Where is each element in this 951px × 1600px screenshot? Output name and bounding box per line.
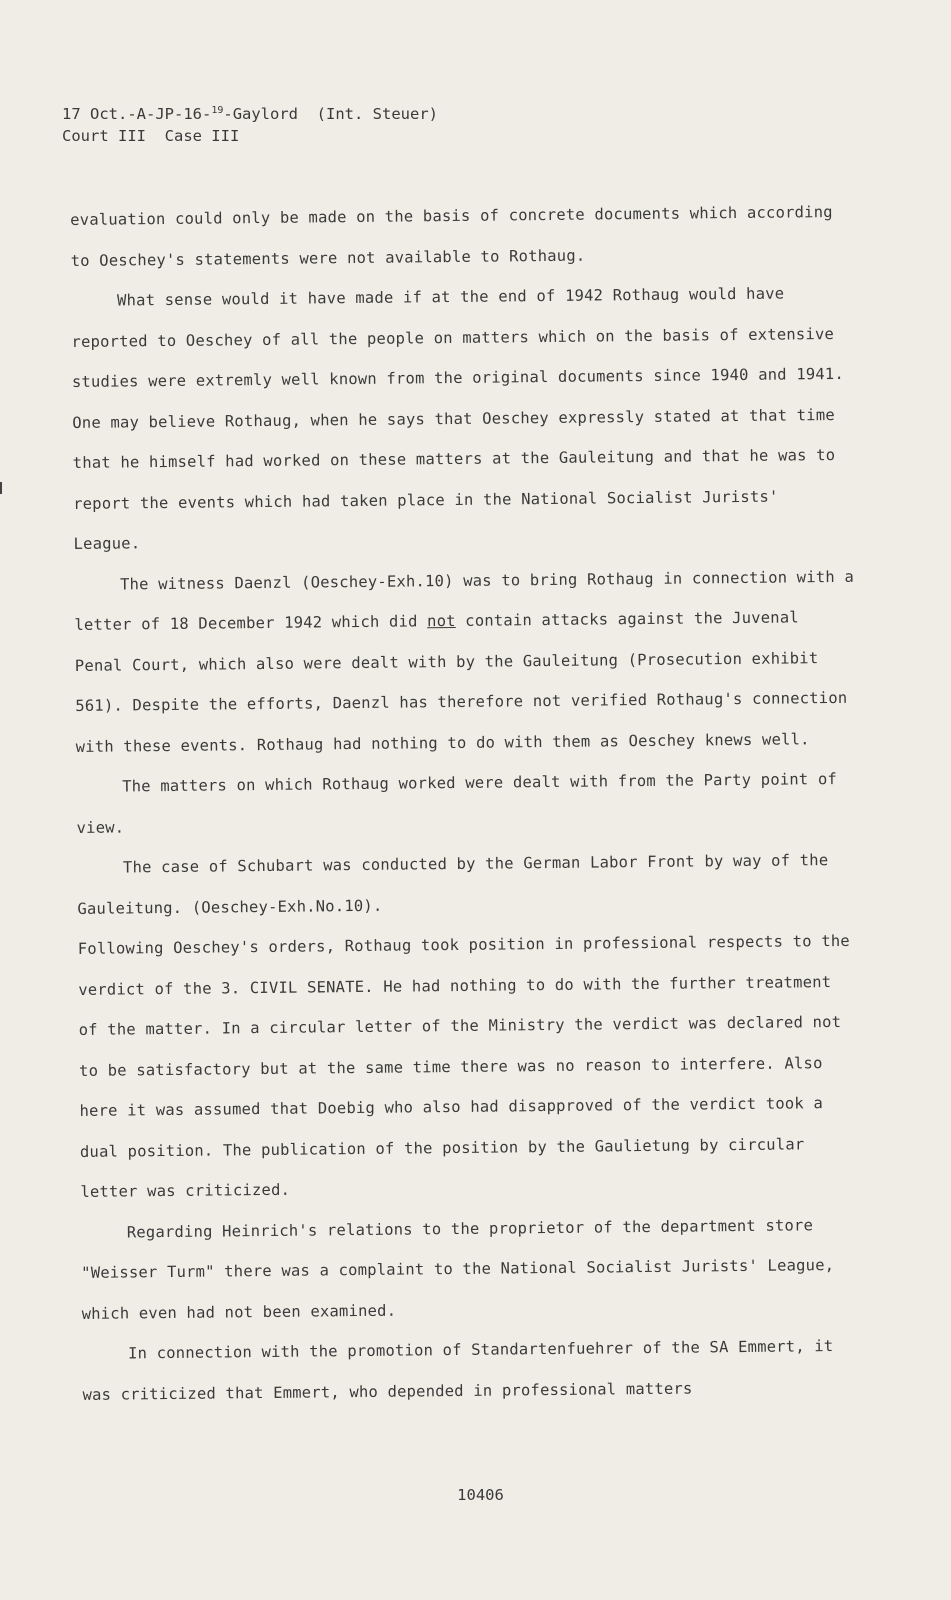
paragraph-7: Regarding Heinrich's relations to the proprietor of the department store "Weisser Turm" there was a complaint to the National Socialist Jurists' League, which even had not been examined.	[81, 1215, 835, 1323]
header-reference: 17 Oct.-A-JP-16-$^{19}$-Gaylord (Int. Steuer)	[62, 105, 438, 124]
document-header	[62, 100, 438, 147]
paragraph-1: evaluation could only be made on the basis of concrete documents which according to Oeschey's statements were not available to Rothaug.	[70, 203, 833, 270]
margin-mark	[0, 482, 2, 494]
page-number: 10406	[457, 1486, 504, 1504]
paragraph-4: The matters on which Rothaug worked were dealt with from the Party point of view.	[76, 770, 838, 837]
paragraph-8: In connection with the promotion of Standartenfuehrer of the SA Emmert, it was criticized that Emmert, who depended in professional matters	[82, 1337, 834, 1404]
header-court-case: Court III Case III	[62, 127, 240, 146]
underlined-word: not	[427, 611, 456, 631]
paragraph-6: Following Oeschey's orders, Rothaug took position in professional respects to the verdict of the 3. CIVIL SENATE. He had nothing to do with the further treatment of the matter. In a circular letter of the Ministry the verdict was declared not to be satisfactory but at the same time there was no reason to interfere. Also here it was assumed that Doebig who also had disapproved of the verdict took a dual position. The publication of the position by the Gaulietung by circular letter was criticized.	[77, 931, 850, 1201]
paragraph-5: The case of Schubart was conducted by the German Labor Front by way of the Gauleitung. (Oeschey-Exh.No.10).	[77, 851, 829, 918]
paragraph-3: The witness Daenzl (Oeschey-Exh.10) was to bring Rothaug in connection with a letter of 18 December 1942 which did not contain attacks against the Juvenal Penal Court, which also were dealt with by the Gauleitung (Prosecution exhibit 561). Despite the efforts, Daenzl has therefore not verified Rothaug's connection with these events. Rothaug had nothing to do with them as Oeschey knews well.	[74, 567, 855, 756]
paragraph-2: What sense would it have made if at the end of 1942 Rothaug would have reported to Oeschey of all the people on matters which on the basis of extensive studies were extremly well known from the original documents since 1940 and 1941. One may believe Rothaug, when he says that Oeschey expressly stated at that time that he himself had worked on these matters at the Gauleitung and that he was to report the events which had taken place in the National Socialist Jurists' League.	[71, 284, 845, 553]
document-body	[70, 192, 863, 1415]
